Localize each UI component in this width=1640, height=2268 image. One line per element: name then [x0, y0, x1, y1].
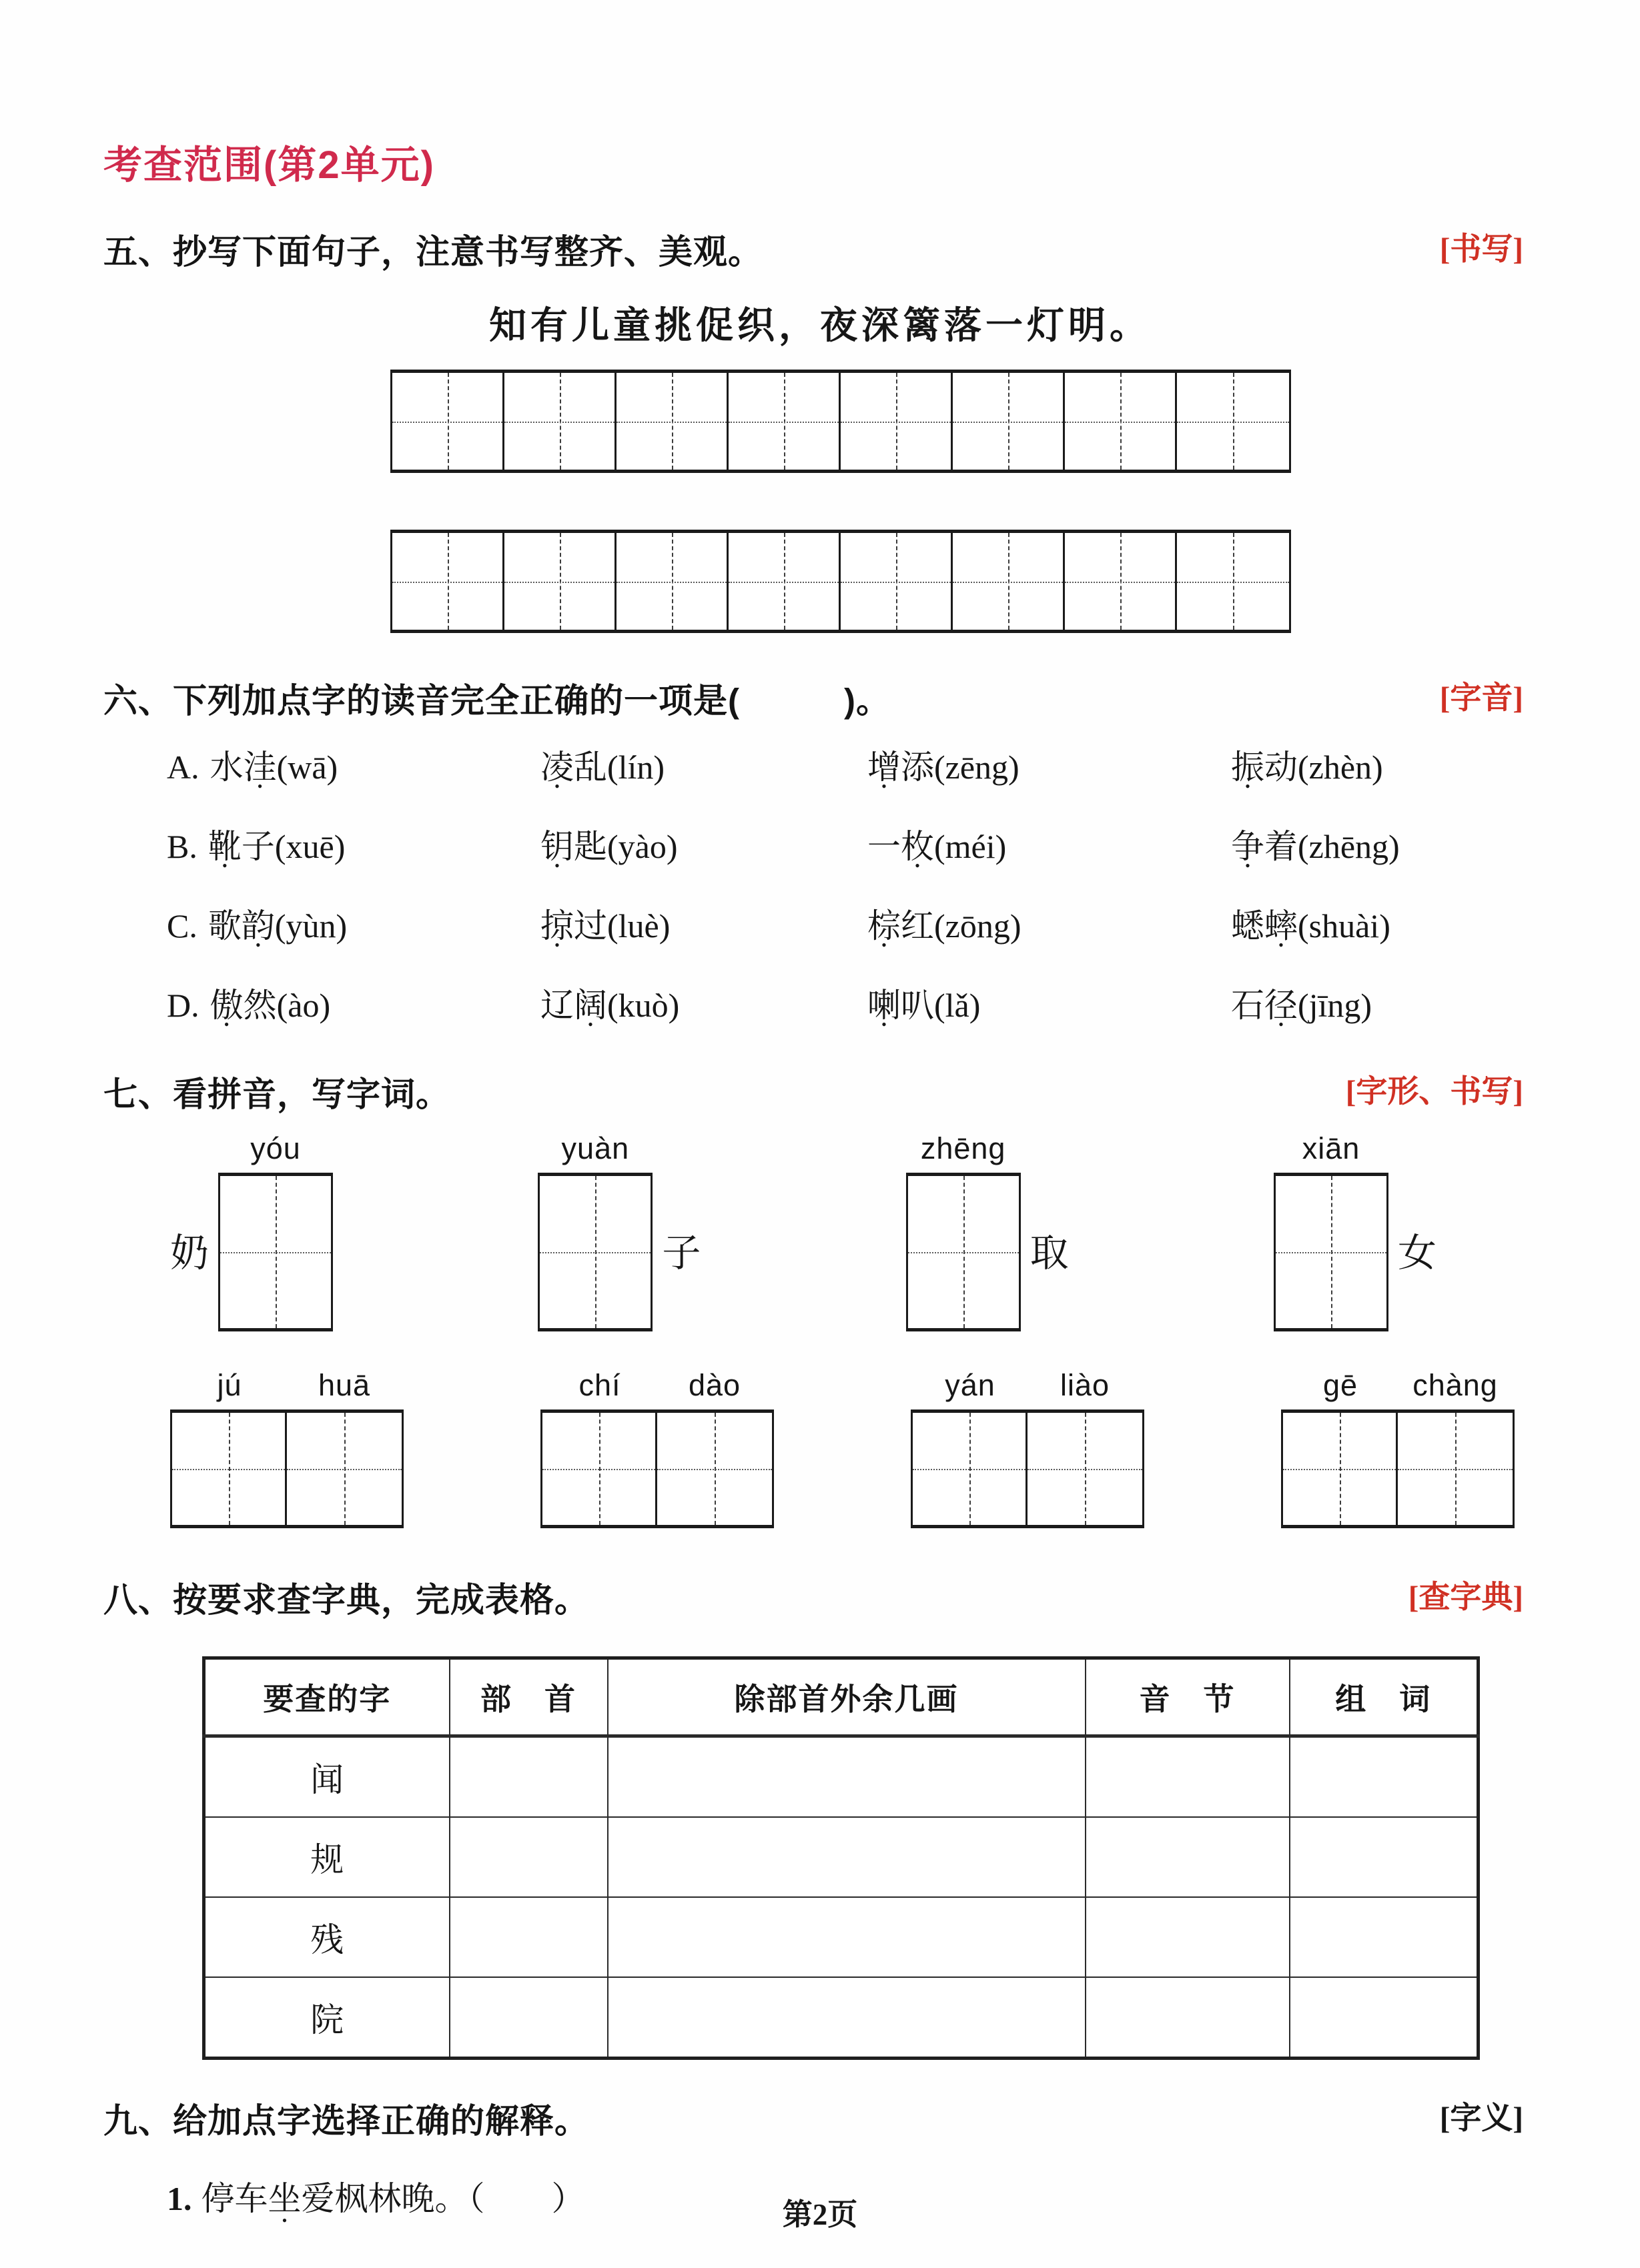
lookup-char: 规: [204, 1817, 450, 1897]
table-cell-empty: [450, 1977, 608, 2059]
option-cell: 喇叭(lǎ): [867, 987, 981, 1024]
grid-cell: [729, 533, 841, 630]
section8-heading-row: [103, 1572, 1537, 1622]
dotted-char: 径: [1264, 987, 1298, 1024]
option-cell: C. 歌韵(yùn): [167, 907, 348, 945]
pinyin-group: [170, 1133, 333, 1331]
grid-cell: [617, 533, 729, 630]
pinyin-label: dào: [688, 1368, 741, 1402]
answer-box: [218, 1173, 333, 1331]
pinyin-label: chí: [578, 1368, 621, 1402]
dotted-char: 争: [1231, 828, 1264, 865]
column-header: 除部首外余几画: [608, 1658, 1086, 1736]
pinyin-label: yuàn: [561, 1131, 630, 1165]
table-cell-empty: [608, 1897, 1086, 1977]
section7-heading: 七、看拼音，写字词。: [103, 1075, 451, 1113]
dotted-char: 棕: [867, 907, 901, 945]
writing-grid-row-2: [390, 530, 1291, 633]
option-cell: 振动(zhèn): [1231, 748, 1383, 786]
pinyin-group: [911, 1370, 1144, 1528]
table-cell-empty: [450, 1736, 608, 1818]
table-cell-empty: [1086, 1897, 1290, 1977]
section6-tag-ziyin: [字音]: [1439, 681, 1523, 716]
given-char: 女: [1397, 1231, 1437, 1275]
pinyin-label: yán: [945, 1368, 995, 1402]
answer-box: [657, 1413, 772, 1525]
section8-tag-chazidian: [查字典]: [1408, 1580, 1523, 1615]
table-cell-empty: [450, 1817, 608, 1897]
table-row: [204, 1977, 1479, 2059]
dotted-char: 坐: [268, 2180, 302, 2217]
table-cell-empty: [1290, 1817, 1479, 1897]
dictionary-table: [202, 1656, 1480, 2060]
table-cell-empty: [1086, 1817, 1290, 1897]
section8-heading: 八、按要求查字典，完成表格。: [103, 1581, 590, 1619]
answer-box-pair: [170, 1409, 404, 1528]
section7-heading-row: [103, 1067, 1537, 1116]
answer-box-pair: [911, 1409, 1144, 1528]
grid-cell: [1177, 533, 1289, 630]
option-cell: 辽阔(kuò): [540, 987, 680, 1024]
section6-heading-row: [103, 673, 1537, 722]
answer-box: [172, 1413, 287, 1525]
lookup-char: 残: [204, 1897, 450, 1977]
table-row: [204, 1736, 1479, 1818]
writing-grid-row-1: [390, 370, 1291, 473]
dotted-char: 喇: [867, 987, 901, 1024]
pinyin-label: yóu: [250, 1131, 301, 1165]
given-char: 奶: [170, 1231, 210, 1275]
section5-tag-shuxie: [书写]: [1439, 232, 1523, 267]
option-cell: 增添(zēng): [867, 748, 1019, 786]
grid-cell: [392, 373, 504, 470]
option-cell: A. 水洼(wā): [167, 748, 338, 786]
option-row-c: [167, 908, 1537, 945]
option-cell: 钥匙(yào): [540, 828, 678, 865]
grid-cell: [504, 533, 617, 630]
table-header-row: [204, 1658, 1479, 1736]
pinyin-label: xiān: [1302, 1131, 1360, 1165]
column-header: 部 首: [450, 1658, 608, 1736]
dotted-char: 增: [867, 748, 901, 786]
dotted-char: 洼: [243, 748, 277, 786]
section7-tag-zixing-shuxie: [字形、书写]: [1345, 1075, 1523, 1109]
dotted-char: 傲: [210, 987, 244, 1024]
answer-box: [906, 1173, 1021, 1331]
column-header: 音 节: [1086, 1658, 1290, 1736]
answer-box: [287, 1413, 402, 1525]
table-cell-empty: [1290, 1897, 1479, 1977]
pinyin-label: liào: [1060, 1368, 1110, 1402]
option-cell: 凌乱(lín): [540, 748, 665, 786]
dotted-char: 掠: [540, 907, 574, 945]
dotted-char: 凌: [540, 748, 574, 786]
dotted-char: 蟀: [1264, 907, 1298, 945]
lookup-char: 院: [204, 1977, 450, 2059]
grid-cell: [729, 373, 841, 470]
dotted-char: 阔: [574, 987, 607, 1024]
option-list: [167, 749, 1537, 1024]
given-char: 取: [1030, 1231, 1069, 1275]
section5-heading: 五、抄写下面句子，注意书写整齐、美观。: [103, 233, 763, 271]
section6-heading: 六、下列加点字的读音完全正确的一项是( )。: [103, 682, 891, 720]
grid-cell: [1065, 373, 1177, 470]
pinyin-row-2: [103, 1370, 1537, 1528]
grid-cell: [953, 373, 1065, 470]
grid-cell: [1177, 373, 1289, 470]
answer-box: [1398, 1413, 1513, 1525]
answer-box: [538, 1173, 653, 1331]
pinyin-group: [540, 1370, 774, 1528]
answer-box: [1028, 1413, 1142, 1525]
pinyin-label: jú: [217, 1368, 242, 1402]
table-cell-empty: [1290, 1736, 1479, 1818]
answer-box-pair: [540, 1409, 774, 1528]
option-row-a: [167, 749, 1537, 786]
pinyin-row-1: [103, 1133, 1537, 1331]
dotted-char: 靴: [208, 828, 242, 865]
table-cell-empty: [450, 1897, 608, 1977]
page-title: 考查范围(第2单元): [103, 143, 435, 187]
page-footer: 第2页: [782, 2198, 858, 2231]
option-row-d: [167, 987, 1537, 1024]
pinyin-group: [1274, 1133, 1437, 1331]
grid-cell: [617, 373, 729, 470]
option-cell: 蟋蟀(shuài): [1231, 907, 1390, 945]
pinyin-label: chàng: [1412, 1368, 1498, 1402]
item-number: 1.: [167, 2180, 192, 2217]
pinyin-group: [170, 1370, 404, 1528]
dotted-char: 韵: [241, 907, 275, 945]
option-cell: 石径(jīng): [1231, 987, 1372, 1024]
option-cell: D. 傲然(ào): [167, 987, 331, 1024]
dotted-char: 振: [1231, 748, 1264, 786]
answer-box: [542, 1413, 657, 1525]
option-cell: 掠过(luè): [540, 907, 671, 945]
answer-box: [1283, 1413, 1398, 1525]
table-row: [204, 1897, 1479, 1977]
given-char: 子: [662, 1231, 701, 1275]
section9-heading-row: [103, 2093, 1537, 2143]
section9-tag-ziyi: [字义]: [1439, 2101, 1523, 2136]
answer-box: [913, 1413, 1028, 1525]
answer-box-pair: [1281, 1409, 1515, 1528]
grid-cell: [953, 533, 1065, 630]
grid-cell: [392, 533, 504, 630]
dotted-char: 枚: [901, 828, 934, 865]
grid-cell: [1065, 533, 1177, 630]
pinyin-group: [1281, 1370, 1515, 1528]
table-cell-empty: [608, 1817, 1086, 1897]
table-cell-empty: [1086, 1977, 1290, 2059]
question-item-1: 1. 停车坐爱枫林晚。（ ）: [167, 2172, 1537, 2220]
pinyin-label: gē: [1322, 1368, 1358, 1402]
grid-cell: [504, 373, 617, 470]
table-row: [204, 1817, 1479, 1897]
section9-heading: 九、给加点字选择正确的解释。: [103, 2102, 590, 2140]
option-cell: 棕红(zōng): [867, 907, 1021, 945]
lookup-char: 闻: [204, 1736, 450, 1818]
pinyin-label: huā: [318, 1368, 371, 1402]
pinyin-label: zhēng: [920, 1131, 1006, 1165]
option-cell: B. 靴子(xuē): [167, 828, 346, 865]
table-cell-empty: [1290, 1977, 1479, 2059]
table-cell-empty: [1086, 1736, 1290, 1818]
option-cell: 一枚(méi): [867, 828, 1007, 865]
sentence-to-copy: 知有儿童挑促织，夜深篱落一灯明。: [489, 306, 1151, 347]
table-cell-empty: [608, 1736, 1086, 1818]
pinyin-group: [538, 1133, 701, 1331]
option-row-b: [167, 828, 1537, 865]
option-cell: 争着(zhēng): [1231, 828, 1400, 865]
dotted-char: 钥: [540, 828, 574, 865]
answer-box: [1274, 1173, 1388, 1331]
table-cell-empty: [608, 1977, 1086, 2059]
column-header: 要查的字: [204, 1658, 450, 1736]
grid-cell: [841, 373, 953, 470]
section5-heading-row: [103, 224, 1537, 273]
grid-cell: [841, 533, 953, 630]
column-header: 组 词: [1290, 1658, 1479, 1736]
pinyin-group: [906, 1133, 1069, 1331]
